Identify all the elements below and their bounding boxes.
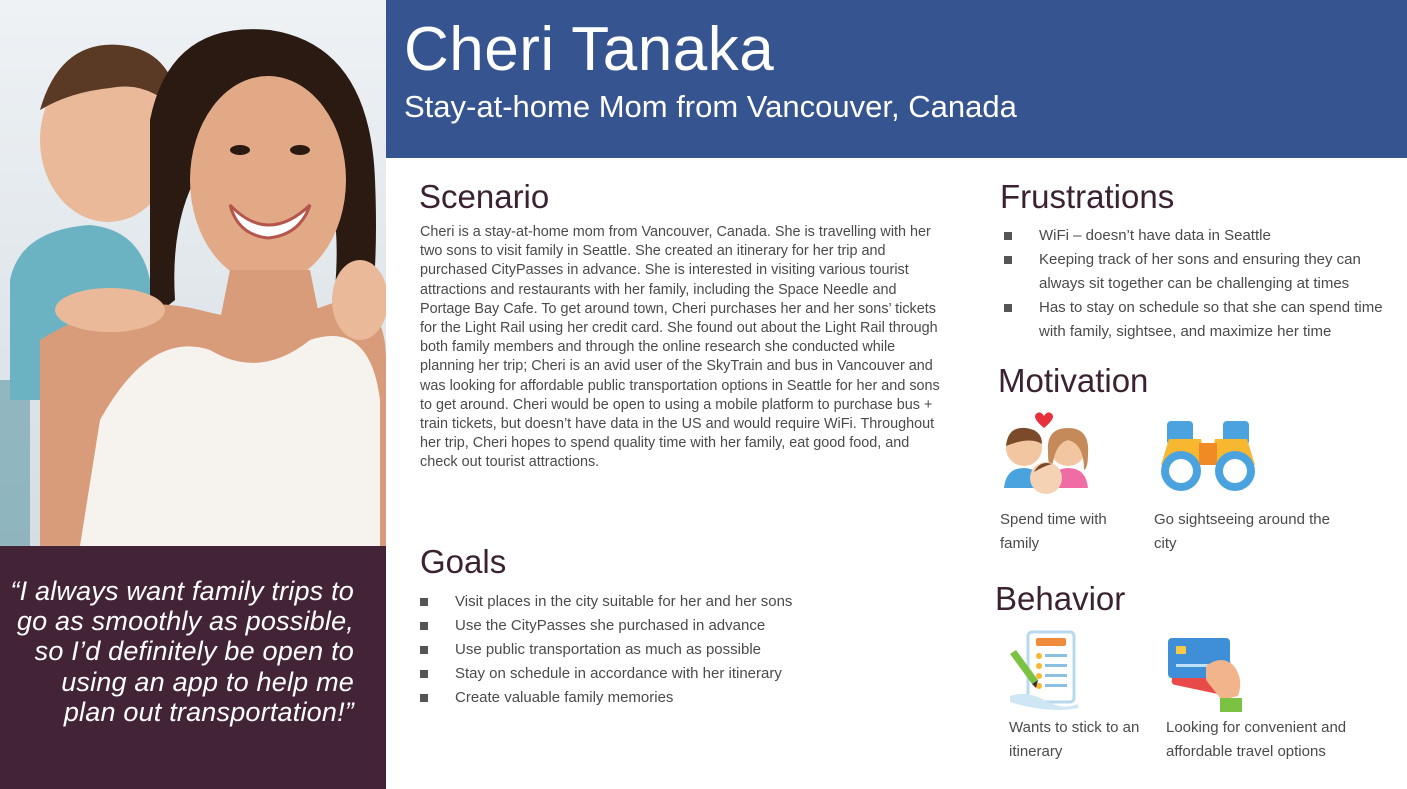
goals-heading: Goals (420, 543, 507, 580)
goal-text: Visit places in the city suitable for her and her sons (455, 593, 793, 610)
quote-box (0, 546, 386, 789)
motivation-caption-sightseeing: Go sightseeing around the city (1154, 511, 1330, 552)
bullet-icon (1004, 232, 1012, 240)
bullet-icon (420, 670, 428, 678)
frustration-text: Has to stay on schedule so that she can spend time with family, sightsee, and maximize her time (1039, 299, 1383, 340)
persona-photo-illustration (0, 0, 386, 546)
frustrations-heading: Frustrations (1000, 178, 1175, 215)
motivation-caption-family: Spend time with family (1000, 511, 1107, 552)
list-item (1004, 248, 1396, 296)
bullet-icon (420, 694, 428, 702)
goal-text: Use public transportation as much as possible (455, 641, 761, 658)
binoculars-icon (1157, 415, 1259, 500)
persona-subtitle: Stay-at-home Mom from Vancouver, Canada (404, 89, 1017, 124)
list-item (420, 614, 792, 638)
list-item (420, 638, 792, 662)
goals-list (420, 590, 792, 710)
scenario-text: Cheri is a stay-at-home mom from Vancouver, Canada. She is travelling with her two sons to visit family in Seattle. She created an itinerary for her trip and purchased CityPasses in advance. She is interested in visiting various tourist attractions and restaurants with her family, including the Space Needle and Portage Bay Cafe. To get around town, Cheri purchases her and her sons’ tickets for the Light Rail using her credit card. She found out about the Light Rail through both family members and through the online research she conducted while planning her trip; Cheri is an avid user of the SkyTrain and bus in Vancouver and was looking for affordable public transportation options in Seattle for her and sons to get around. Cheri would be open to using a mobile platform to purchase bus + train tickets, but doesn’t have data in the US and would require WiFi. Throughout her trip, Cheri hopes to spend quality time with her family, eat good food, and check out tourist attractions. (420, 224, 940, 471)
behavior-heading: Behavior (995, 580, 1126, 617)
scenario-heading: Scenario (419, 178, 550, 215)
goal-text: Use the CityPasses she purchased in advance (455, 617, 766, 634)
header-band (386, 0, 1407, 158)
persona-name: Cheri Tanaka (404, 15, 775, 84)
list-item (420, 590, 792, 614)
checklist-icon (1008, 630, 1080, 715)
behavior-caption-itinerary: Wants to stick to an itinerary (1009, 719, 1140, 760)
family-icon (1000, 408, 1095, 503)
list-item (420, 662, 792, 686)
bullet-icon (420, 598, 428, 606)
bullet-icon (420, 622, 428, 630)
bullet-icon (420, 646, 428, 654)
frustrations-list (1004, 224, 1396, 344)
list-item (1004, 296, 1396, 344)
frustration-text: Keeping track of her sons and ensuring they can always sit together can be challenging at times (1039, 251, 1361, 292)
credit-card-icon (1166, 636, 1246, 719)
frustration-text: WiFi – doesn’t have data in Seattle (1039, 227, 1271, 244)
list-item (1004, 224, 1396, 248)
bullet-icon (1004, 256, 1012, 264)
list-item (420, 686, 792, 710)
goal-text: Create valuable family memories (455, 689, 674, 706)
motivation-heading: Motivation (998, 362, 1149, 399)
persona-photo (0, 0, 386, 546)
behavior-caption-travel-options: Looking for convenient and affordable travel options (1166, 719, 1347, 760)
bullet-icon (1004, 304, 1012, 312)
goal-text: Stay on schedule in accordance with her itinerary (455, 665, 782, 682)
persona-quote: “I always want family trips to go as smoothly as possible, so I’d definitely be open to using an app to help me plan out transportation!” (10, 576, 354, 727)
